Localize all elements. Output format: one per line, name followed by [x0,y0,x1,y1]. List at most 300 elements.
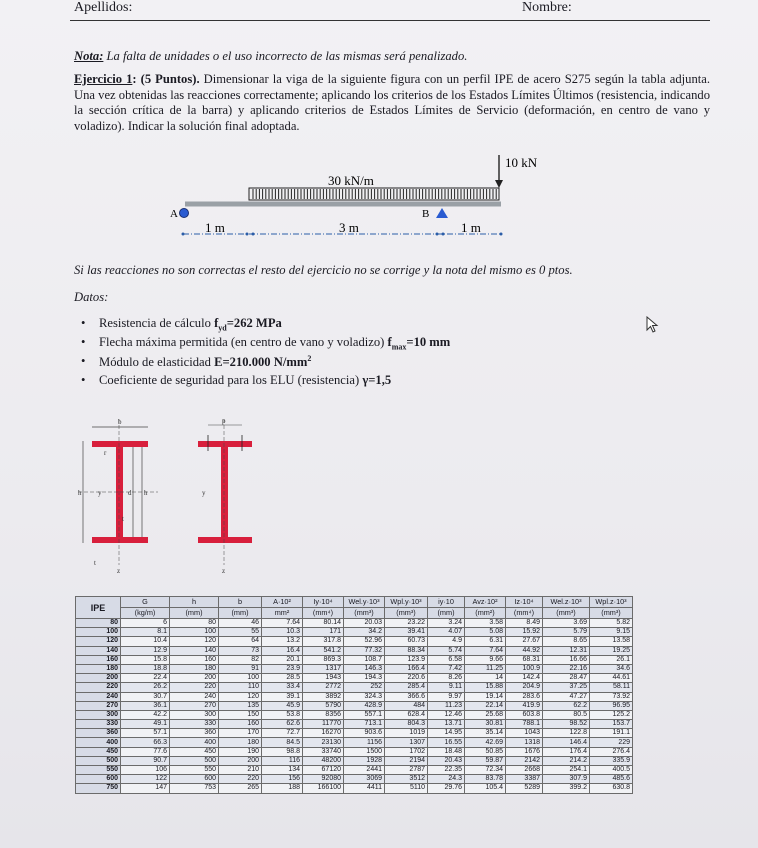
column-unit: (mm⁴) [303,608,344,619]
column-unit: (mm) [219,608,262,619]
table-cell: 500 [170,756,219,765]
table-cell: 37.25 [543,683,590,692]
table-cell: 39.1 [262,692,303,701]
table-cell: 14.95 [428,729,465,738]
profile-name-cell: 270 [76,701,121,710]
column-header: Wpl.z·10³ [590,597,633,608]
profile-name-cell: 200 [76,674,121,683]
table-cell: 1702 [385,747,428,756]
table-cell: 2194 [385,756,428,765]
table-cell: 12.9 [121,646,170,655]
svg-text:y: y [202,489,206,497]
table-cell: 34.6 [590,664,633,673]
table-cell: 22.16 [543,664,590,673]
table-cell: 30.7 [121,692,170,701]
table-cell: 5.79 [543,628,590,637]
table-cell: 13.71 [428,720,465,729]
profile-name-cell: 600 [76,775,121,784]
beam-diagram [165,150,585,250]
data-item-gamma: • Coeficiente de seguridad para los ELU (resistencia) γ=1,5 [99,373,391,388]
table-cell: 160 [219,720,262,729]
table-cell: 317.8 [303,637,344,646]
table-cell: 142.4 [506,674,543,683]
table-cell: 19.25 [590,646,633,655]
mouse-cursor-icon [646,316,660,334]
table-cell: 204.9 [506,683,543,692]
table-cell: 603.8 [506,710,543,719]
table-cell: 8.65 [543,637,590,646]
table-cell: 3.58 [465,619,506,628]
table-cell: 80 [170,619,219,628]
table-header-row [76,597,633,608]
table-cell: 2772 [303,683,344,692]
table-cell: 83.78 [465,775,506,784]
table-cell: 5110 [385,784,428,793]
table-cell: 13.58 [590,637,633,646]
table-cell: 400.5 [590,766,633,775]
table-cell: 91 [219,664,262,673]
table-cell: 9.97 [428,692,465,701]
table-cell: 122.8 [543,729,590,738]
exercise-text: Dimensionar la viga de la siguiente figura con un perfil IPE de acero S275 según la tabla adjunta. Una vez obtenidas las reacciones correctamente; aplicando los criterios de los Estados Límites Últimos (resistencia, indicando la sección crítica de la barra) y aplicando criterios de Estados Límites de Servicio (deformación, en centro de vano y voladizo). Indicar la solución final adoptada. [74,72,711,133]
table-row [76,729,633,738]
note-text: La falta de unidades o el uso incorrecto de las mismas será penalizado. [103,49,468,63]
profile-name-cell: 240 [76,692,121,701]
table-cell: 16.66 [543,655,590,664]
table-cell: 14 [465,674,506,683]
profile-name-cell: 80 [76,619,121,628]
table-cell: 153.7 [590,720,633,729]
exercise-title: Ejercicio 1 [74,72,133,86]
table-cell: 2142 [506,756,543,765]
table-cell: 4.9 [428,637,465,646]
table-cell: 171 [303,628,344,637]
table-cell: 49.1 [121,720,170,729]
table-cell: 270 [170,701,219,710]
table-cell: 220.6 [385,674,428,683]
column-unit: (mm³) [590,608,633,619]
table-cell: 2787 [385,766,428,775]
table-cell: 44.61 [590,674,633,683]
table-cell: 600 [170,775,219,784]
table-cell: 16.55 [428,738,465,747]
svg-text:y: y [98,489,102,497]
column-header: Iz·10⁴ [506,597,543,608]
table-cell: 66.3 [121,738,170,747]
column-unit: (mm⁴) [506,608,543,619]
distributed-load-label: 30 kN/m [328,173,374,188]
table-cell: 140 [170,646,219,655]
table-row [76,619,633,628]
table-cell: 33.4 [262,683,303,692]
column-header: Avz·10² [465,597,506,608]
exercise-statement [74,72,710,134]
table-cell: 1043 [506,729,543,738]
svg-text:z: z [222,567,226,575]
header-ipe: IPE [76,597,121,619]
profile-name-cell: 140 [76,646,121,655]
table-row [76,628,633,637]
table-cell: 283.6 [506,692,543,701]
table-cell: 100.9 [506,664,543,673]
table-cell: 7.42 [428,664,465,673]
table-cell: 214.2 [543,756,590,765]
table-cell: 15.8 [121,655,170,664]
table-cell: 1500 [344,747,385,756]
profile-name-cell: 180 [76,664,121,673]
table-cell: 23.22 [385,619,428,628]
table-row [76,738,633,747]
table-cell: 1307 [385,738,428,747]
table-cell: 77.32 [344,646,385,655]
table-cell: 166100 [303,784,344,793]
table-cell: 5.74 [428,646,465,655]
table-cell: 60.73 [385,637,428,646]
table-cell: 22.35 [428,766,465,775]
table-cell: 58.11 [590,683,633,692]
table-cell: 307.9 [543,775,590,784]
table-cell: 869.3 [303,655,344,664]
table-cell: 1943 [303,674,344,683]
table-cell: 62.6 [262,720,303,729]
table-cell: 96.95 [590,701,633,710]
table-cell: 188 [262,784,303,793]
table-cell: 8356 [303,710,344,719]
table-cell: 77.6 [121,747,170,756]
table-cell: 50.85 [465,747,506,756]
load-hatch [253,189,496,199]
units-note [74,49,467,65]
table-cell: 53.8 [262,710,303,719]
table-row [76,775,633,784]
table-cell: 150 [219,710,262,719]
table-cell: 484 [385,701,428,710]
table-cell: 5.08 [465,628,506,637]
table-cell: 265 [219,784,262,793]
table-row [76,710,633,719]
table-row [76,674,633,683]
table-cell: 55 [219,628,262,637]
profile-name-cell: 550 [76,766,121,775]
table-cell: 1317 [303,664,344,673]
table-cell: 68.31 [506,655,543,664]
table-cell: 45.9 [262,701,303,710]
table-cell: 160 [170,655,219,664]
table-cell: 11.23 [428,701,465,710]
table-cell: 10.4 [121,637,170,646]
table-cell: 62.2 [543,701,590,710]
table-cell: 90.7 [121,756,170,765]
column-header: G [121,597,170,608]
table-cell: 7.64 [262,619,303,628]
table-cell: 400 [170,738,219,747]
table-cell: 10.3 [262,628,303,637]
table-cell: 29.76 [428,784,465,793]
table-cell: 1318 [506,738,543,747]
table-cell: 630.8 [590,784,633,793]
svg-text:b: b [118,418,122,426]
profile-name-cell: 220 [76,683,121,692]
table-row [76,692,633,701]
table-cell: 12.31 [543,646,590,655]
table-cell: 59.87 [465,756,506,765]
table-cell: 146.3 [344,664,385,673]
table-cell: 1676 [506,747,543,756]
table-cell: 7.64 [465,646,506,655]
table-cell: 42.69 [465,738,506,747]
table-cell: 46 [219,619,262,628]
table-cell: 550 [170,766,219,775]
table-cell: 146.4 [543,738,590,747]
table-cell: 191.1 [590,729,633,738]
table-cell: 106 [121,766,170,775]
table-cell: 26.1 [590,655,633,664]
support-a-pin [180,209,189,218]
table-cell: 3.24 [428,619,465,628]
table-cell: 42.2 [121,710,170,719]
table-cell: 254.1 [543,766,590,775]
table-cell: 8.1 [121,628,170,637]
span-3-label: 1 m [461,220,481,235]
table-cell: 285.4 [385,683,428,692]
data-item-fmax: • Flecha máxima permitida (en centro de vano y voladizo) $f_{max}=10$ mm [99,335,450,352]
table-cell: 27.67 [506,637,543,646]
table-cell: 15.92 [506,628,543,637]
table-cell: 134 [262,766,303,775]
table-cell: 5790 [303,701,344,710]
table-cell: 18.48 [428,747,465,756]
table-cell: 2668 [506,766,543,775]
table-cell: 22.4 [121,674,170,683]
ipe-profile-table [75,596,633,794]
table-cell: 6.58 [428,655,465,664]
table-cell: 20.1 [262,655,303,664]
table-row [76,784,633,793]
table-cell: 252 [344,683,385,692]
table-cell: 116 [262,756,303,765]
table-cell: 300 [170,710,219,719]
table-cell: 3512 [385,775,428,784]
span-1-label: 1 m [205,220,225,235]
profile-name-cell: 300 [76,710,121,719]
table-cell: 23130 [303,738,344,747]
table-cell: 335.9 [590,756,633,765]
table-cell: 47.27 [543,692,590,701]
table-cell: 220 [170,683,219,692]
point-load-arrowhead [495,180,503,188]
ipe-section-drawings [78,415,278,575]
table-cell: 240 [170,692,219,701]
table-cell: 210 [219,766,262,775]
table-cell: 88.34 [385,646,428,655]
column-unit: (mm³) [543,608,590,619]
table-cell: 3.69 [543,619,590,628]
profile-name-cell: 100 [76,628,121,637]
table-cell: 110 [219,683,262,692]
table-cell: 80.14 [303,619,344,628]
column-unit: mm² [262,608,303,619]
table-cell: 229 [590,738,633,747]
table-cell: 73.92 [590,692,633,701]
table-cell: 11.25 [465,664,506,673]
table-cell: 450 [170,747,219,756]
column-header: iy·10 [428,597,465,608]
column-header: A·10² [262,597,303,608]
support-b-roller [436,208,448,218]
table-cell: 485.6 [590,775,633,784]
table-row [76,720,633,729]
svg-text:r: r [104,449,107,457]
table-cell: 8.26 [428,674,465,683]
column-unit: (mm³) [385,608,428,619]
table-cell: 100 [219,674,262,683]
table-cell: 92080 [303,775,344,784]
table-cell: 147 [121,784,170,793]
table-cell: 22.14 [465,701,506,710]
table-cell: 11770 [303,720,344,729]
table-cell: 72.7 [262,729,303,738]
table-cell: 28.5 [262,674,303,683]
table-cell: 194.3 [344,674,385,683]
table-cell: 9.15 [590,628,633,637]
table-cell: 6.31 [465,637,506,646]
table-cell: 73 [219,646,262,655]
table-cell: 57.1 [121,729,170,738]
table-cell: 52.96 [344,637,385,646]
profile-name-cell: 450 [76,747,121,756]
table-cell: 170 [219,729,262,738]
table-cell: 419.9 [506,701,543,710]
profile-name-cell: 360 [76,729,121,738]
svg-text:d: d [128,489,132,497]
column-unit: (mm) [428,608,465,619]
table-row [76,766,633,775]
table-cell: 9.66 [465,655,506,664]
table-cell: 276.4 [590,747,633,756]
table-cell: 105.4 [465,784,506,793]
table-cell: 39.41 [385,628,428,637]
table-cell: 28.47 [543,674,590,683]
profile-name-cell: 160 [76,655,121,664]
column-header: Wpl.y·10³ [385,597,428,608]
table-row [76,756,633,765]
table-cell: 84.5 [262,738,303,747]
table-cell: 33740 [303,747,344,756]
table-cell: 120 [170,637,219,646]
table-cell: 366.6 [385,692,428,701]
column-header: Iy·10⁴ [303,597,344,608]
profile-name-cell: 120 [76,637,121,646]
table-cell: 5289 [506,784,543,793]
data-item-e: • Módulo de elasticidad E=210.000 $N/mm^2$ [99,354,311,370]
table-cell: 176.4 [543,747,590,756]
table-cell: 200 [219,756,262,765]
exercise-points: : (5 Puntos). [132,72,200,86]
svg-text:t: t [122,515,124,523]
svg-text:t: t [94,559,96,567]
table-cell: 753 [170,784,219,793]
table-cell: 16270 [303,729,344,738]
table-cell: 80.5 [543,710,590,719]
column-header: h [170,597,219,608]
table-cell: 34.2 [344,628,385,637]
table-cell: 20.03 [344,619,385,628]
ipe-section-dimensioned [78,418,158,575]
support-a-label: A [170,208,178,220]
svg-text:z: z [117,567,121,575]
column-unit: (mm²) [465,608,506,619]
table-cell: 4.07 [428,628,465,637]
table-cell: 48200 [303,756,344,765]
table-cell: 428.9 [344,701,385,710]
table-cell: 399.2 [543,784,590,793]
table-cell: 3069 [344,775,385,784]
column-header: Wel.z·10³ [543,597,590,608]
table-cell: 98.52 [543,720,590,729]
table-cell: 8.49 [506,619,543,628]
table-row [76,637,633,646]
column-unit: (mm³) [344,608,385,619]
table-cell: 166.4 [385,664,428,673]
svg-text:p: p [222,417,226,425]
table-cell: 19.14 [465,692,506,701]
note-label: Nota: [74,49,104,63]
table-cell: 135 [219,701,262,710]
table-cell: 82 [219,655,262,664]
table-row [76,683,633,692]
table-cell: 16.4 [262,646,303,655]
table-cell: 100 [170,628,219,637]
table-row [76,646,633,655]
table-cell: 122 [121,775,170,784]
table-cell: 125.2 [590,710,633,719]
table-cell: 30.81 [465,720,506,729]
table-cell: 18.8 [121,664,170,673]
svg-text:h: h [78,489,82,497]
table-row [76,747,633,756]
table-cell: 15.88 [465,683,506,692]
reactions-warning: Si las reacciones no son correctas el resto del ejercicio no se corrige y la nota del mismo es 0 ptos. [74,263,573,277]
table-cell: 220 [219,775,262,784]
datos-title: Datos: [74,290,109,304]
table-cell: 23.9 [262,664,303,673]
table-cell: 903.6 [344,729,385,738]
table-cell: 67120 [303,766,344,775]
table-cell: 804.3 [385,720,428,729]
profile-name-cell: 330 [76,720,121,729]
table-cell: 25.68 [465,710,506,719]
table-cell: 98.8 [262,747,303,756]
table-cell: 1019 [385,729,428,738]
table-cell: 330 [170,720,219,729]
table-cell: 557.1 [344,710,385,719]
table-cell: 26.2 [121,683,170,692]
point-load-label: 10 kN [505,155,538,170]
table-cell: 1156 [344,738,385,747]
table-cell: 9.11 [428,683,465,692]
table-cell: 44.92 [506,646,543,655]
table-cell: 120 [219,692,262,701]
apellidos-label: Apellidos: [74,0,133,15]
table-cell: 4411 [344,784,385,793]
table-cell: 64 [219,637,262,646]
table-cell: 72.34 [465,766,506,775]
svg-text:h: h [144,489,148,497]
table-cell: 628.4 [385,710,428,719]
support-b-label: B [422,208,430,220]
ipe-section-holes [198,417,252,575]
data-item-fyd: • Resistencia de cálculo $f_{yd}=262$ MPa [99,316,282,333]
